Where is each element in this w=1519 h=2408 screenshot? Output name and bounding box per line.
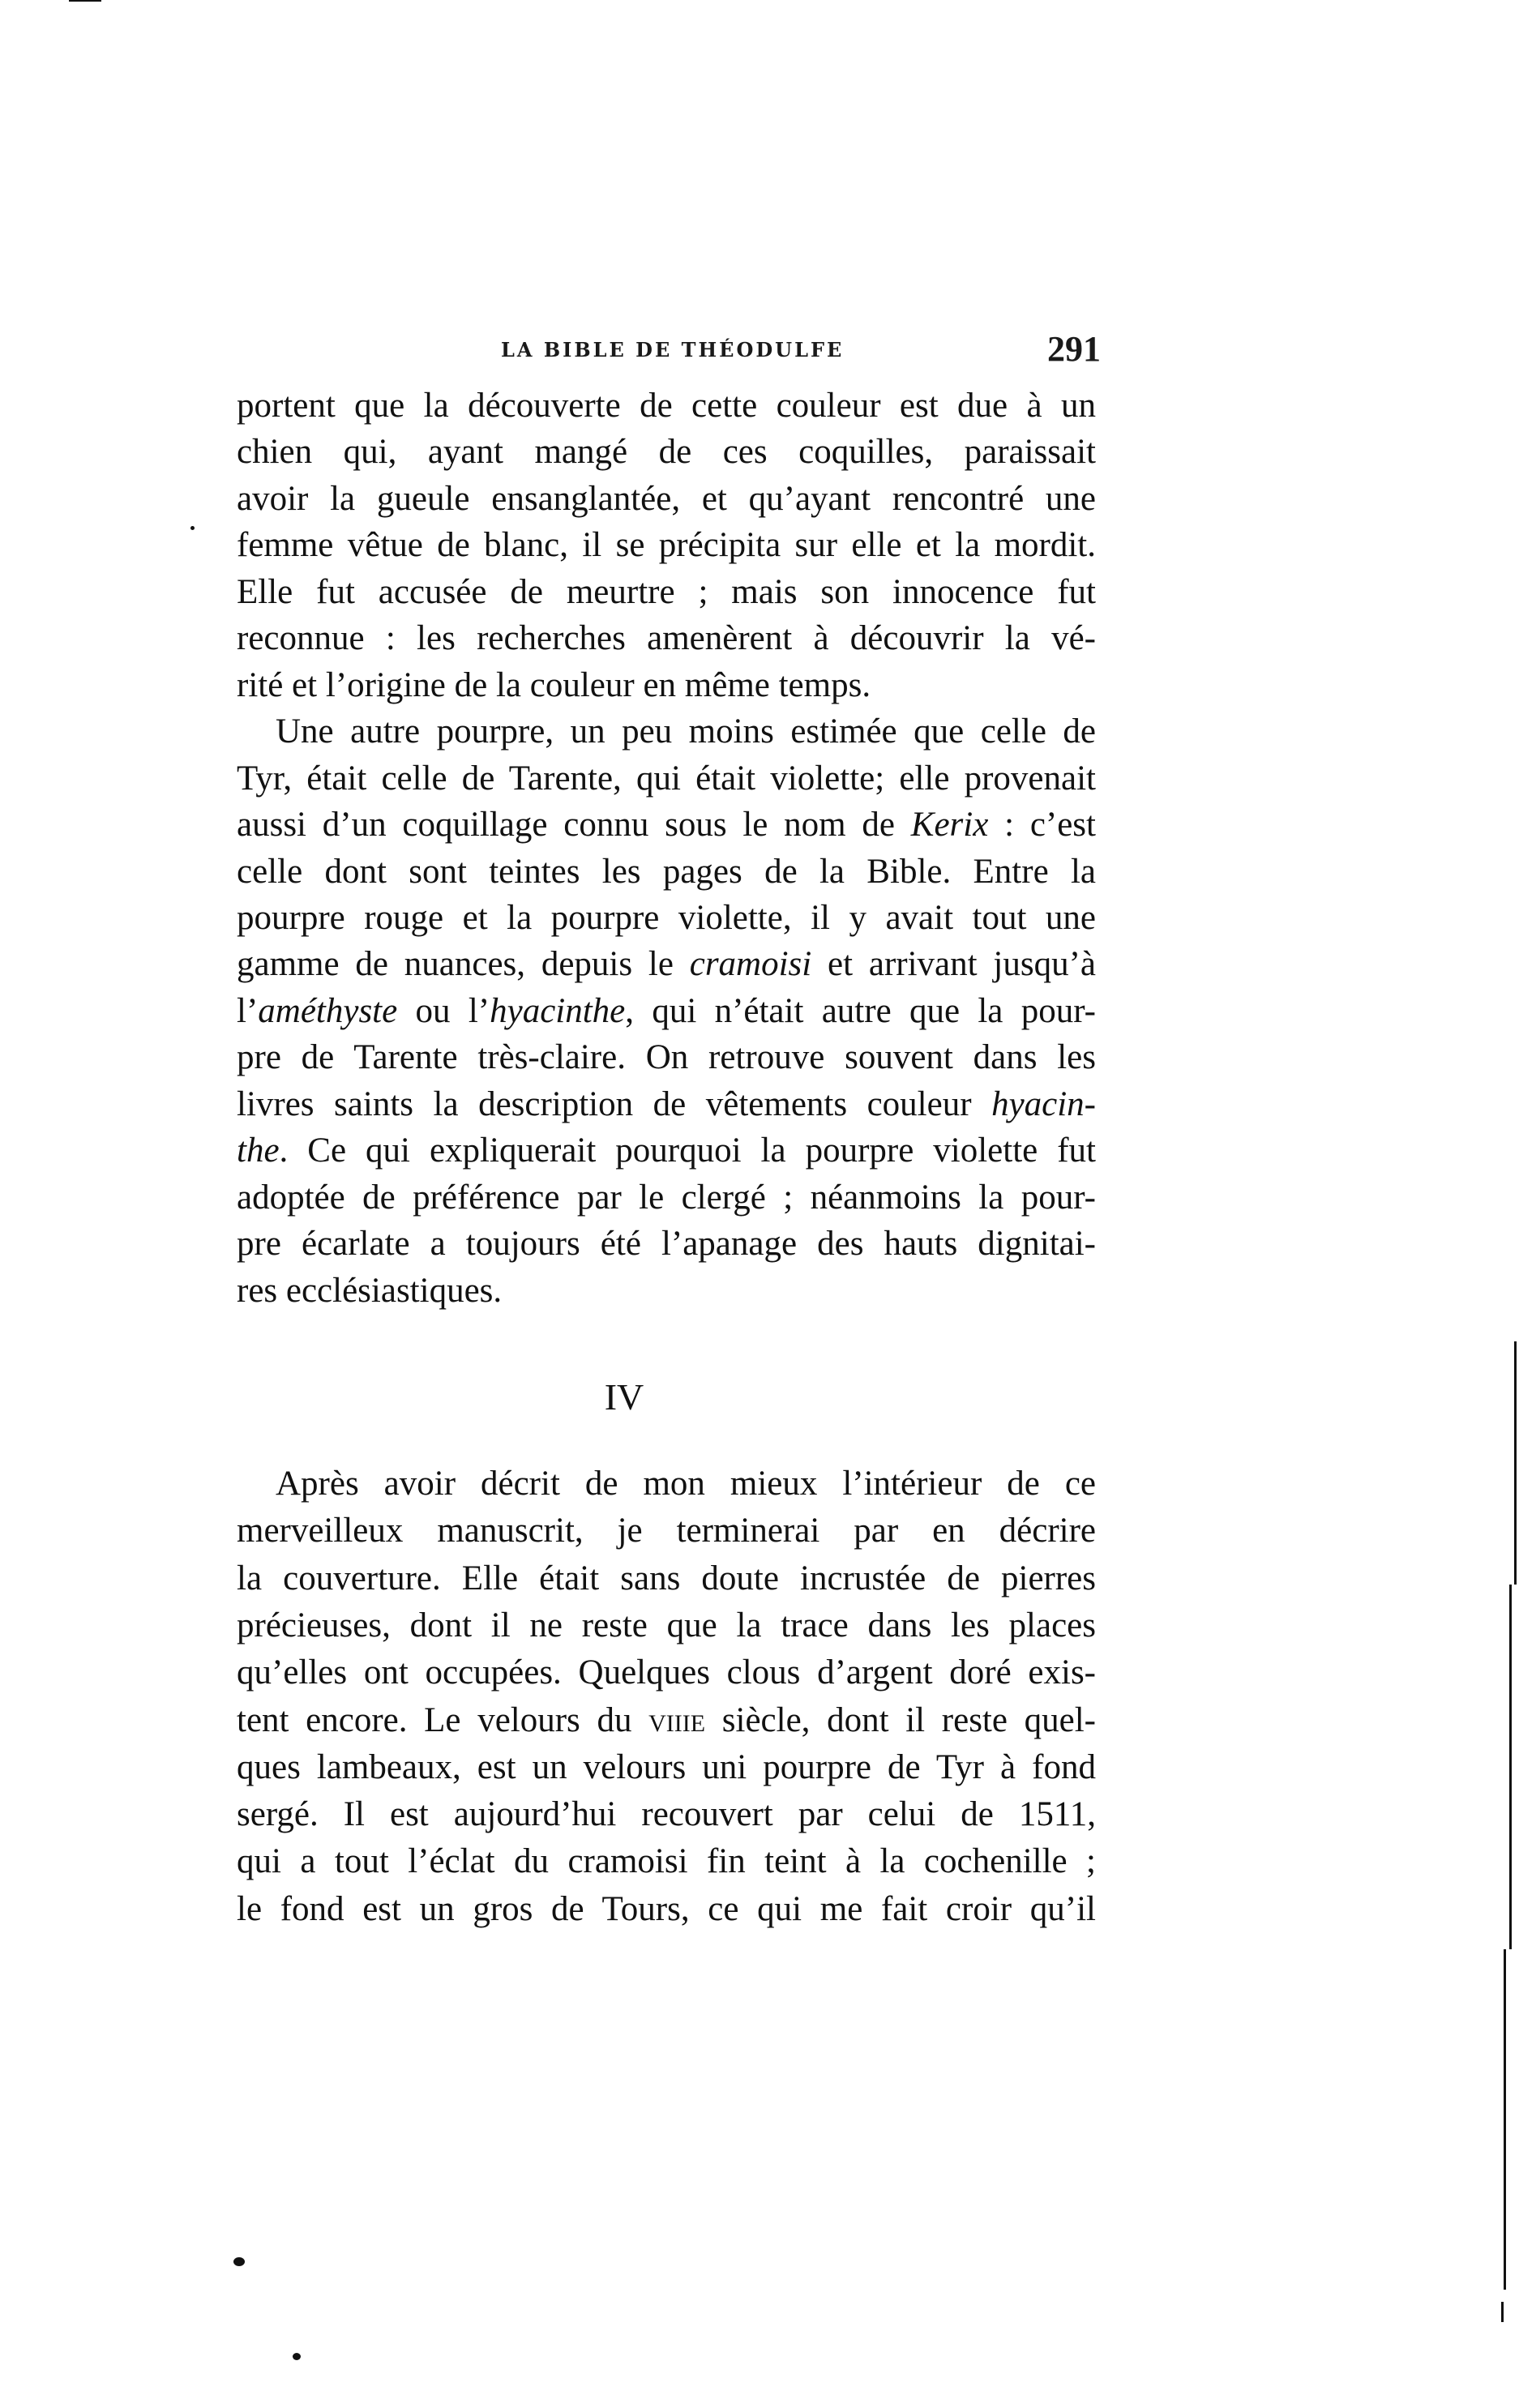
text-line: res ecclésiastiques. [237,1271,503,1310]
text-line [237,1697,1096,1744]
text-line: qui a tout l’éclat du cramoisi fin teint à la cochenille ; [237,1842,1096,1881]
emphasis-text: cramoisi [689,945,812,984]
text-span: l’ [237,991,259,1030]
ink-speck [190,526,195,530]
scan-edge-line [1504,1949,1506,2290]
text-span: gamme de nuances, depuis le [237,945,690,984]
scan-edge-line [1501,2302,1504,2322]
text-span: livres saints la description de vêtements couleur [237,1084,992,1123]
text-line: adoptée de préférence par le clergé ; néanmoins la pour- [237,1178,1096,1217]
text-line [237,802,1096,849]
text-line [237,1081,1096,1128]
text-line: celle dont sont teintes les pages de la Bible. Entre la [237,852,1096,891]
text-span: tent encore. Le velours du [237,1700,649,1739]
text-span: , qui n’était autre que la pour- [625,991,1096,1030]
text-span: aussi d’un coquillage connu sous le nom de [237,806,911,845]
text-line: Après avoir décrit de mon mieux l’intérieur de ce [276,1465,1096,1503]
text-line: Une autre pourpre, un peu moins estimée que celle de [276,712,1096,751]
text-line: Elle fut accusée de meurtre ; mais son innocence fut [237,572,1096,611]
text-line: avoir la gueule ensanglantée, et qu’ayant rencontré une [237,479,1096,518]
text-line: chien qui, ayant mangé de ces coquilles, paraissait [237,433,1096,472]
running-title: LA BIBLE DE THÉODULFE [501,338,845,361]
text-line: ques lambeaux, est un velours uni pourpre de Tyr à fond [237,1747,1096,1786]
text-line: portent que la découverte de cette couleur est due à un [237,387,1096,425]
text-line: la couverture. Elle était sans doute incrustée de pierres [237,1559,1096,1597]
text-line [237,1127,1096,1174]
page-number: 291 [1047,329,1101,369]
text-line: précieuses, dont il ne reste que la trace dans les places [237,1606,1096,1645]
scan-edge-mark [69,0,101,2]
emphasis-text: Kerix [910,806,989,845]
text-line: pourpre rouge et la pourpre violette, il y avait tout une [237,898,1096,937]
text-line: rité et l’origine de la couleur en même temps. [237,665,871,704]
text-span: siècle, dont il reste quel- [705,1700,1096,1739]
text-line [237,988,1096,1035]
ink-speck [233,2257,245,2266]
text-line: reconnue : les recherches amenèrent à découvrir la vé- [237,619,1096,658]
text-line: femme vêtue de blanc, il se précipita sur elle et la mordit. [237,526,1096,565]
emphasis-text: the [237,1131,280,1170]
text-span: et arrivant jusqu’à [811,945,1096,984]
text-line: sergé. Il est aujourd’hui recouvert par celui de 1511, [237,1795,1096,1834]
section-heading: IV [604,1376,644,1418]
ink-speck [293,2353,301,2360]
text-span: . Ce qui expliquerait pourquoi la pourpre violette fut [279,1131,1096,1170]
text-line: le fond est un gros de Tours, ce qui me fait croir qu’il [237,1889,1096,1928]
text-line: Tyr, était celle de Tarente, qui était violette; elle provenait [237,759,1096,798]
emphasis-text: hyacin- [991,1084,1096,1123]
text-line: pre de Tarente très-claire. On retrouve souvent dans les [237,1038,1096,1077]
text-line: merveilleux manuscrit, je terminerai par en décrire [237,1512,1096,1550]
emphasis-text: hyacinthe [490,991,626,1030]
emphasis-text: viiie [648,1700,706,1739]
scan-edge-line [1509,1585,1512,1949]
emphasis-text: améthyste [258,991,398,1030]
text-line [237,941,1096,988]
text-span: : c’est [988,806,1096,845]
text-line: qu’elles ont occupées. Quelques clous d’argent doré exis- [237,1653,1096,1692]
text-line: pre écarlate a toujours été l’apanage des hauts dignitai- [237,1225,1096,1264]
scan-edge-line [1514,1341,1517,1585]
text-span: ou l’ [397,991,490,1030]
